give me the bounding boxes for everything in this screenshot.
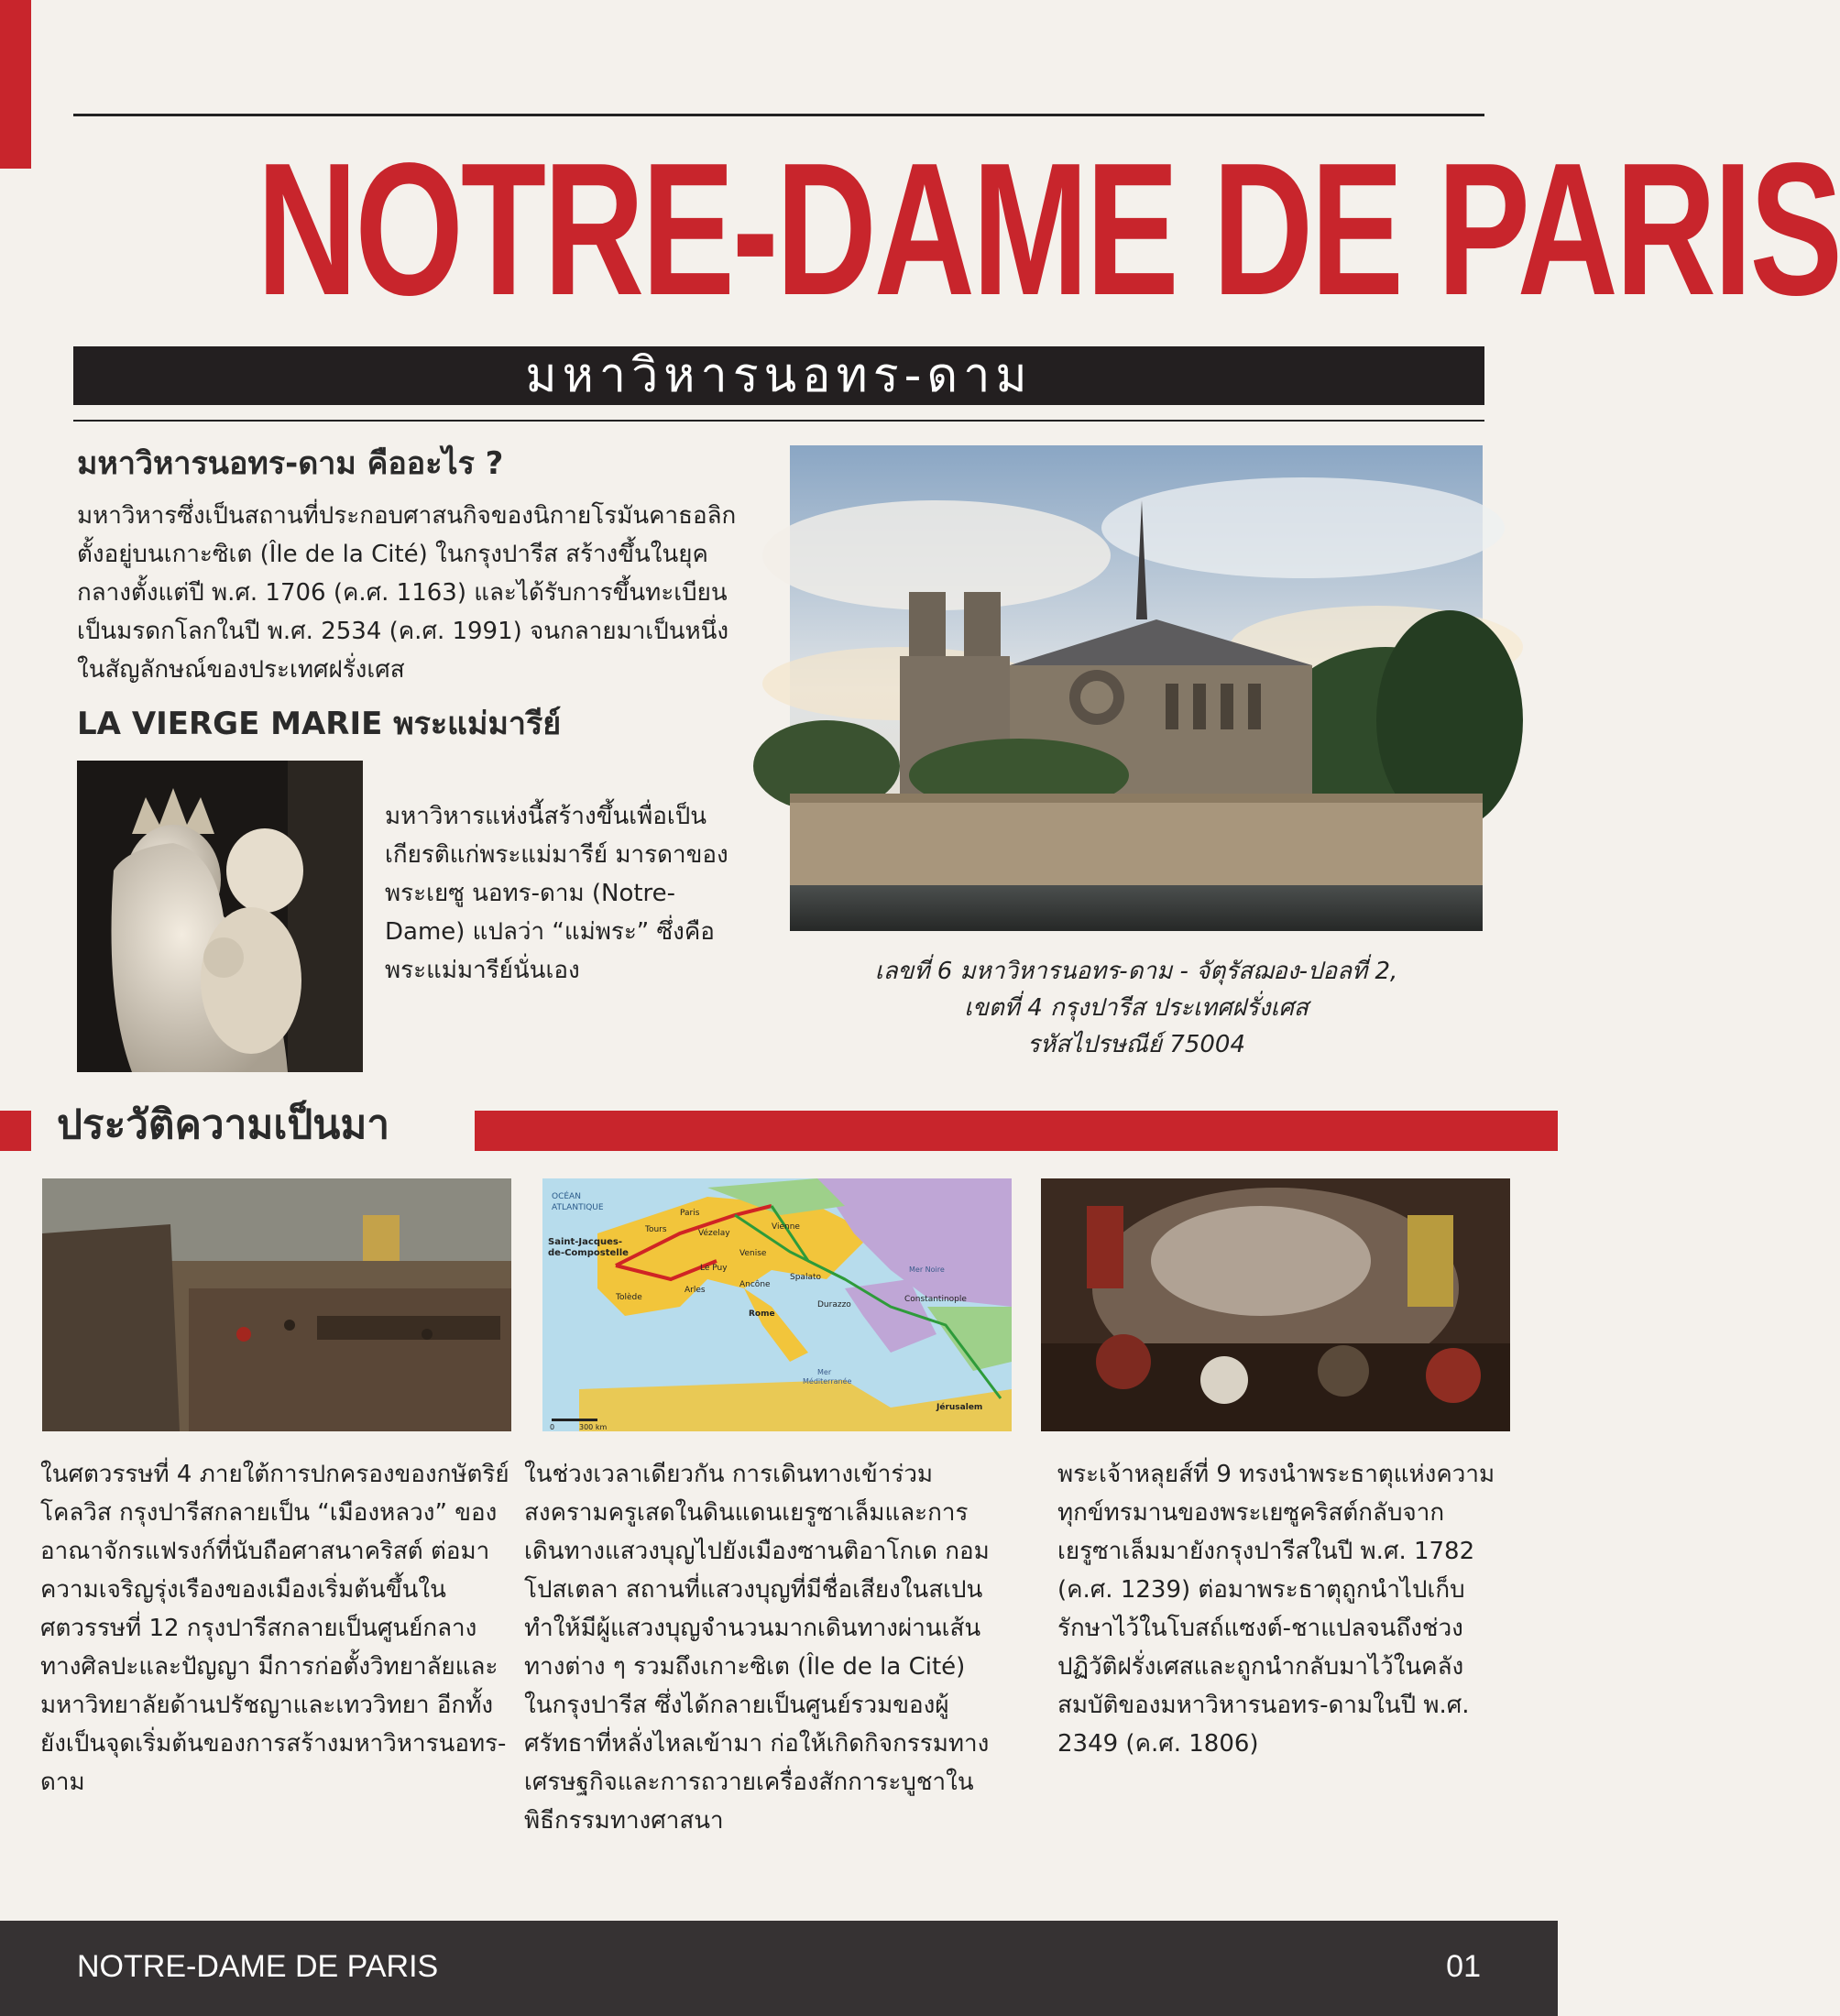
map-label-rome: Rome <box>749 1309 775 1319</box>
history-painting-3 <box>1041 1178 1510 1431</box>
pilgrimage-routes-map <box>542 1178 1012 1431</box>
map-label-vezelay: Vézelay <box>698 1229 730 1238</box>
map-scale-label: 300 km <box>579 1423 608 1431</box>
map-label-arles: Arles <box>685 1286 706 1295</box>
virgin-mary-statue-photo <box>77 761 363 1072</box>
map-label-tours: Tours <box>645 1225 667 1234</box>
page-title: NOTRE-DAME DE PARIS <box>257 124 1840 334</box>
history-paragraph-2: ในช่วงเวลาเดียวกัน การเดินทางเข้าร่วมสงครามครูเสดในดินแดนเยรูซาเล็มและการเดินทางแสวงบุญไปยังเมืองซานติอาโกเด กอมโปสเตลา สถานที่แสวงบุญที่มีชื่อเสียงในสเปน ทำให้มีผู้แสวงบุญจำนวนมากเดินทางผ่านเส้นทางต่าง ๆ รวมถึงเกาะซิเต (Île de la Cité) ในกรุงปารีส ซึ่งได้กลายเป็นศูนย์รวมของผู้ศรัทธาที่หลั่งไหลเข้ามา ก่อให้เกิดกิจกรรมทางเศรษฐกิจและการถวายเครื่องสักการะบูชาในพิธีกรรมทางศาสนา <box>524 1461 990 1835</box>
vierge-heading: LA VIERGE MARIE พระแม่มารีย์ <box>77 706 562 742</box>
top-rule <box>73 114 1484 116</box>
intro-heading: มหาวิหารนอทร-ดาม คืออะไร ? <box>77 445 504 482</box>
address-line-2: เขตที่ 4 กรุงปารีส ประเทศฝรั่งเศส <box>964 994 1309 1022</box>
corner-accent-bar <box>0 0 31 169</box>
history-accent-left <box>0 1111 31 1151</box>
mid-rule <box>73 420 1484 422</box>
history-heading: ประวัติความเป็นมา <box>57 1101 390 1148</box>
map-label-paris: Paris <box>680 1209 700 1218</box>
map-label-venise: Venise <box>739 1249 767 1258</box>
history-paragraph-3: พระเจ้าหลุยส์ที่ 9 ทรงนำพระธาตุแห่งความทุกข์ทรมานของพระเยซูคริสต์กลับจากเยรูซาเล็มมายังกรุงปารีสในปี พ.ศ. 1782 (ค.ศ. 1239) ต่อมาพระธาตุถูกนำไปเก็บรักษาไว้ในโบสถ์แซงต์-ชาแปลจนถึงช่วงปฏิวัติฝรั่งเศสและถูกนำกลับมาไว้ในคลังสมบัติของมหาวิหารนอทร-ดามในปี พ.ศ. 2349 (ค.ศ. 1806) <box>1057 1461 1495 1758</box>
intro-paragraph: มหาวิหารซึ่งเป็นสถานที่ประกอบศาสนกิจของนิกายโรมันคาธอลิก ตั้งอยู่บนเกาะซิเต (Île de la Cité) ในกรุงปารีส สร้างขึ้นในยุคกลางตั้งแต่ปี พ.ศ. 1706 (ค.ศ. 1163) และได้รับการขึ้นทะเบียนเป็นมรดกโลกในปี พ.ศ. 2534 (ค.ศ. 1991) จนกลายมาเป็นหนึ่งในสัญลักษณ์ของประเทศฝรั่งเศส <box>77 502 737 684</box>
address-line-3: รหัสไปรษณีย์ 75004 <box>1027 1031 1245 1058</box>
map-label-mer: Mer <box>817 1368 832 1376</box>
map-label-vienne: Vienne <box>772 1222 800 1232</box>
map-label-mediterranee: Méditerranée <box>803 1377 852 1386</box>
map-label-ancone: Ancône <box>739 1280 771 1289</box>
map-label-lepuy: Le Puy <box>700 1264 728 1273</box>
map-label-durazzo: Durazzo <box>817 1300 851 1309</box>
map-label-compostelle-1: Saint-Jacques- <box>548 1237 622 1247</box>
map-scale-zero: 0 <box>550 1423 555 1431</box>
page-number: 01 <box>1446 1949 1481 1984</box>
map-label-mer-noire: Mer Noire <box>909 1265 945 1274</box>
page-subtitle: มหาวิหารนอทร-ดาม <box>73 346 1484 405</box>
history-paragraph-1: ในศตวรรษที่ 4 ภายใต้การปกครองของกษัตริย์โคลวิส กรุงปารีสกลายเป็น “เมืองหลวง” ของอาณาจักรแฟรงก์ที่นับถือศาสนาคริสต์ ต่อมาความเจริญรุ่งเรืองของเมืองเริ่มต้นขึ้นในศตวรรษที่ 12 กรุงปารีสกลายเป็นศูนย์กลางทางศิลปะและปัญญา มีการก่อตั้งวิทยาลัยและมหาวิทยาลัยด้านปรัชญาและเทววิทยา อีกทั้งยังเป็นจุดเริ่มต้นของการสร้างมหาวิหารนอทร-ดาม <box>40 1461 509 1796</box>
address-caption <box>790 953 1483 1063</box>
cathedral-photo <box>790 445 1483 931</box>
address-line-1: เลขที่ 6 มหาวิหารนอทร-ดาม - จัตุรัสฌอง-ปอลที่ 2, <box>874 958 1398 985</box>
history-painting-1 <box>42 1178 511 1431</box>
vierge-paragraph: มหาวิหารแห่งนี้สร้างขึ้นเพื่อเป็นเกียรติแก่พระแม่มารีย์ มารดาของพระเยซู นอทร-ดาม (Notre-Dame) แปลว่า “แม่พระ” ซึ่งคือพระแม่มารีย์นั่นเอง <box>385 803 728 984</box>
map-label-ocean: OCÉAN <box>552 1192 581 1201</box>
map-label-atlantique: ATLANTIQUE <box>552 1203 604 1212</box>
map-label-spalato: Spalato <box>790 1273 821 1282</box>
footer-title: NOTRE-DAME DE PARIS <box>77 1949 439 1984</box>
map-label-compostelle-2: de-Compostelle <box>548 1248 629 1258</box>
map-label-jerusalem: Jérusalem <box>936 1403 983 1412</box>
map-label-toledo: Tolède <box>616 1293 642 1302</box>
history-accent-right <box>475 1111 1558 1151</box>
map-label-constantinople: Constantinople <box>904 1295 967 1304</box>
